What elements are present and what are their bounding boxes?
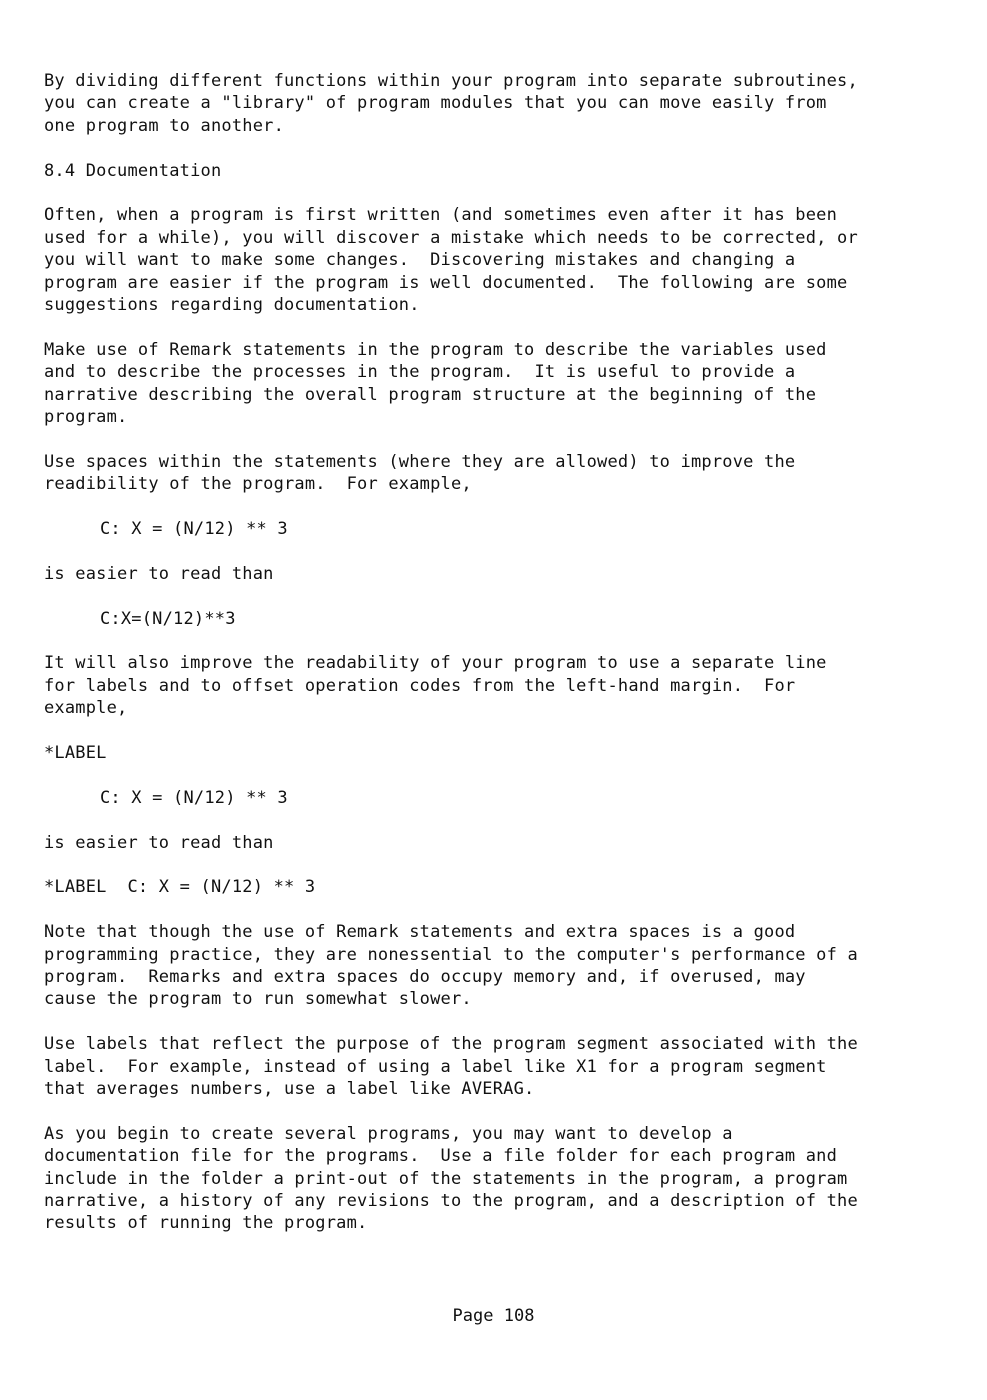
text-line: programming practice, they are nonessential to the computer's performance of a (44, 944, 858, 965)
text-line: cause the program to run somewhat slower. (44, 989, 472, 1010)
paragraph-often (44, 204, 954, 316)
text-line: Often, when a program is first written (and sometimes even after it has been (44, 205, 838, 226)
code-label-line: *LABEL (44, 743, 107, 764)
text-line: you can create a "library" of program modules that you can move easily from (44, 93, 827, 114)
text-line: and to describe the processes in the program. It is useful to provide a (44, 362, 796, 383)
text-line: results of running the program. (44, 1213, 368, 1234)
code-example-offset: C: X = (N/12) ** 3 (100, 787, 288, 808)
code-example-inline-label: *LABEL C: X = (N/12) ** 3 (44, 877, 316, 898)
text-line: Use spaces within the statements (where they are allowed) to improve the (44, 451, 796, 472)
text-line: example, (44, 698, 128, 719)
text-line: that averages numbers, use a label like AVERAG. (44, 1079, 535, 1100)
text-line: label. For example, instead of using a label like X1 for a program segment (44, 1056, 827, 1077)
paragraph-spaces (44, 451, 954, 496)
text-line: for labels and to offset operation codes from the left-hand margin. For (44, 675, 796, 696)
text-easier-to-read: is easier to read than (44, 832, 274, 853)
text-easier-to-read: is easier to read than (44, 563, 274, 584)
document-page (44, 70, 954, 1257)
page-number: Page 108 (452, 1306, 535, 1326)
text-line: program are easier if the program is well documented. The following are some (44, 272, 848, 293)
text-line: As you begin to create several programs, you may want to develop a (44, 1123, 733, 1144)
text-line: Note that though the use of Remark statements and extra spaces is a good (44, 922, 796, 943)
text-line: narrative describing the overall program structure at the beginning of the (44, 384, 817, 405)
paragraph-documentation-file (44, 1123, 954, 1235)
text-line: you will want to make some changes. Discovering mistakes and changing a (44, 250, 796, 271)
text-line: narrative, a history of any revisions to the program, and a description of the (44, 1191, 858, 1212)
paragraph-separate-line (44, 652, 954, 719)
text-line: suggestions regarding documentation. (44, 295, 420, 316)
paragraph-note (44, 921, 954, 1011)
code-example-compact: C:X=(N/12)**3 (100, 608, 236, 629)
paragraph-remark (44, 339, 954, 429)
section-heading: 8.4 Documentation (44, 160, 222, 181)
text-line: program. (44, 407, 128, 428)
paragraph-subroutines (44, 70, 954, 137)
text-line: used for a while), you will discover a mistake which needs to be corrected, or (44, 227, 858, 248)
text-line: readibility of the program. For example, (44, 474, 472, 495)
paragraph-labels (44, 1033, 954, 1100)
text-line: It will also improve the readability of your program to use a separate line (44, 653, 827, 674)
text-line: program. Remarks and extra spaces do occupy memory and, if overused, may (44, 967, 806, 988)
text-line: By dividing different functions within your program into separate subroutines, (44, 71, 858, 91)
text-line: Make use of Remark statements in the program to describe the variables used (44, 339, 827, 360)
code-example-spaced: C: X = (N/12) ** 3 (100, 519, 288, 540)
text-line: documentation file for the programs. Use a file folder for each program and (44, 1146, 838, 1167)
text-line: one program to another. (44, 115, 285, 136)
text-line: Use labels that reflect the purpose of the program segment associated with the (44, 1034, 858, 1055)
text-line: include in the folder a print-out of the statements in the program, a program (44, 1168, 848, 1189)
